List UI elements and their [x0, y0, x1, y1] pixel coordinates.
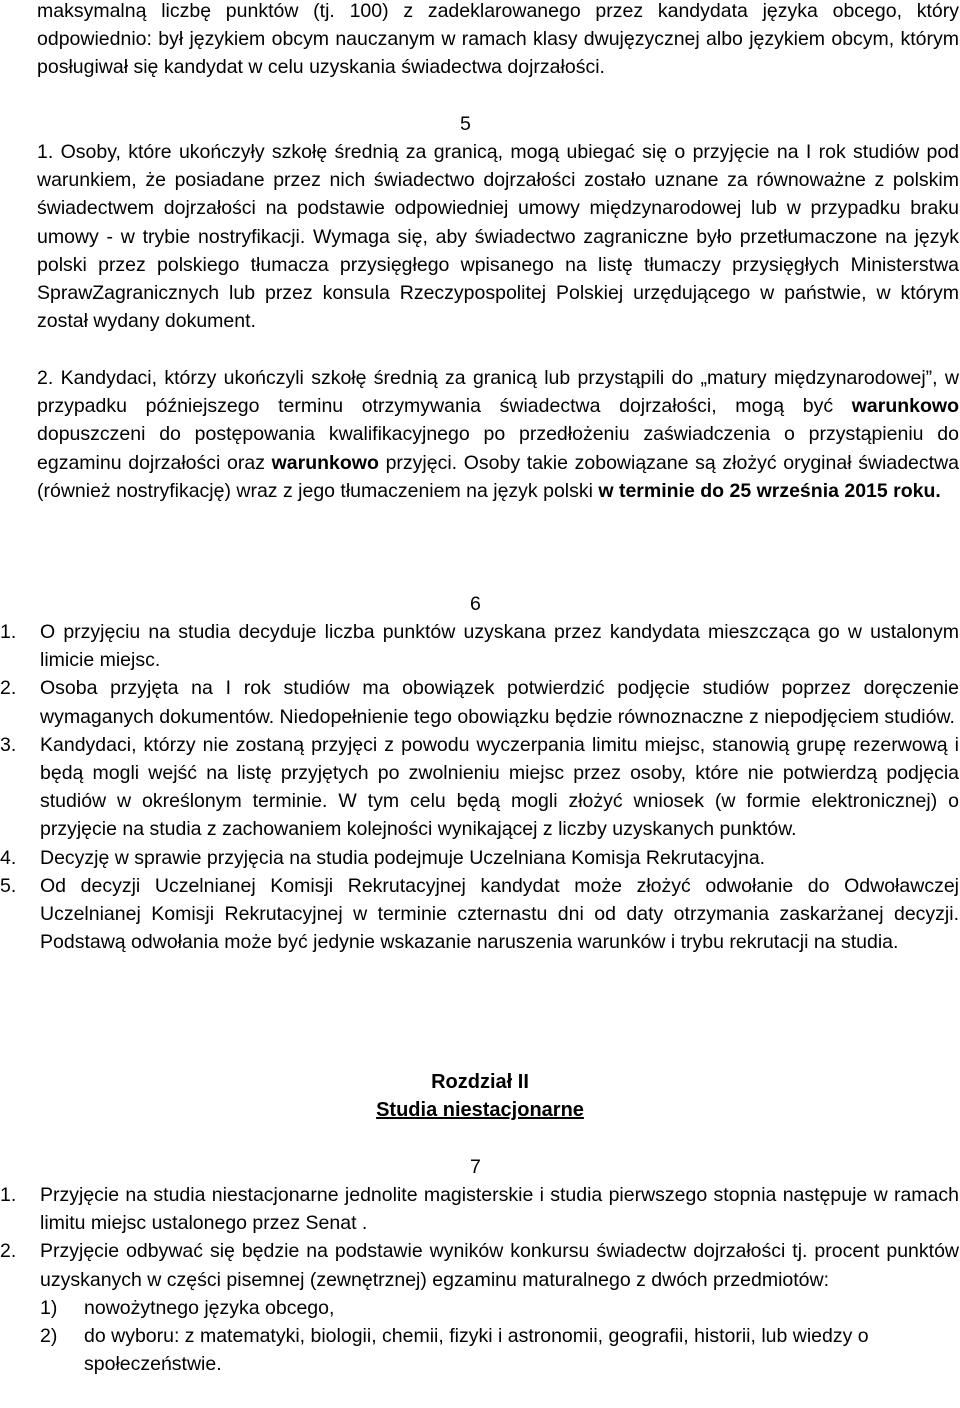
item-number: 1. — [0, 621, 17, 643]
item-bold-deadline: w terminie do 25 września 2015 roku. — [598, 479, 941, 502]
item-number: 4. — [0, 846, 17, 869]
list-item — [0, 872, 959, 957]
item-number: 1. — [37, 141, 54, 163]
section-6-list — [0, 618, 959, 956]
item-number: 2. — [0, 1240, 17, 1263]
section-5-heading — [460, 110, 520, 138]
list-item — [0, 674, 959, 730]
item-text: Osoby, które ukończyły szkołę średnią za granicą, mogą ubiegać się o przyjęcie na I rok studiów pod warunkiem, że posiadane przez nich świadectwo dojrzałości zostało uznane za równoważne z polskim świadectwem dojrzałości na podstawie odpowiedniej umowy międzynarodowej lub w przypadku braku umowy - w trybie nostryfikacji. Wymaga się, aby świadectwo zagraniczne było przetłumaczone na język polski przez polskiego tłumacza przysięgłego wpisanego na listę tłumaczy przysięgłych Ministerstwa SprawZagranicznych lub przez konsula Rzeczypospolitej Polskiej urzędującego w państwie, w którym został wydany dokument. — [37, 141, 960, 333]
item-text: Osoba przyjęta na I rok studiów ma obowiązek potwierdzić podjęcie studiów poprzez doręczenie wymaganych dokumentów. Niedopełnienie tego obowiązku będzie równoznaczne z niepodjęciem studiów. — [40, 677, 959, 728]
intro-paragraph — [37, 0, 959, 82]
item-bold-conditionally-2: warunkowo — [271, 451, 379, 474]
sub-item-number: 2) — [40, 1325, 58, 1348]
section-6-heading — [470, 590, 530, 618]
item-text-part-b: dopuszczeni do postępowania kwalifikacyjnego po przedłożeniu zaświadczenia o przystąpieniu do egzaminu dojrzałości oraz — [37, 423, 959, 474]
section-7-list — [0, 1181, 959, 1378]
sub-item-number: 1) — [40, 1296, 58, 1319]
item-text: Kandydaci, którzy nie zostaną przyjęci z powodu wyczerpania limitu miejsc, stanowią grupę rezerwową i będą mogli wejść na listę przyjętych po zwolnieniu miejsc przez osoby, które nie potwierdzą podjęcia studiów w określonym terminie. W tym celu będą mogli złożyć wniosek (w formie elektronicznej) o przyjęcie na studia z zachowaniem kolejności wynikającej z liczby uzyskanych punktów. — [40, 733, 959, 841]
item-text: Decyzję w sprawie przyjęcia na studia podejmuje Uczelniana Komisja Rekrutacyjna. — [40, 846, 766, 869]
item-number: 5. — [0, 874, 17, 897]
sub-list-item — [40, 1294, 959, 1322]
chapter-subtitle: Studia niestacjonarne — [376, 1099, 584, 1121]
sub-list — [0, 1294, 959, 1379]
item-text-part-c: przyjęci. Osoby takie zobowiązane są złożyć oryginał świadectwa (również nostryfikację) wraz z jego tłumaczeniem na język polski — [37, 451, 959, 502]
sub-list-item — [40, 1322, 959, 1378]
list-item — [0, 844, 959, 872]
section-7-heading — [470, 1153, 530, 1181]
list-item — [0, 618, 959, 674]
item-number: 2. — [37, 367, 54, 389]
section-5-item-2 — [37, 364, 959, 505]
item-bold-conditionally-1: warunkowo — [851, 395, 959, 418]
item-text: Przyjęcie na studia niestacjonarne jednolite magisterskie i studia pierwszego stopnia następuje w ramach limitu miejsc ustalonego przez Senat . — [40, 1184, 959, 1235]
item-text: O przyjęciu na studia decyduje liczba punktów uzyskana przez kandydata mieszcząca go w ustalonym limicie miejsc. — [40, 621, 959, 672]
section-6-number: 6 — [470, 593, 481, 615]
section-5-item-1 — [37, 138, 959, 335]
item-text: Przyjęcie odbywać się będzie na podstawie wyników konkursu świadectw dojrzałości tj. procent punktów uzyskanych w części pisemnej (zewnętrznej) egzaminu maturalnego z dwóch przedmiotów: — [40, 1240, 959, 1291]
list-item — [0, 1181, 959, 1237]
chapter-title: Rozdział II — [431, 1071, 529, 1093]
section-7-number: 7 — [470, 1156, 481, 1178]
section-5-number: 5 — [460, 113, 471, 135]
sub-item-text: do wyboru: z matematyki, biologii, chemii, fizyki i astronomii, geografii, historii, lub wiedzy o społeczeństwie. — [84, 1325, 869, 1376]
list-item — [0, 731, 959, 844]
intro-text: maksymalną liczbę punktów (tj. 100) z zadeklarowanego przez kandydata języka obcego, który odpowiednio: był językiem obcym nauczanym w ramach klasy dwujęzycznej albo językiem obcym, którym posługiwał się kandydat w celu uzyskania świadectwa dojrzałości. — [37, 0, 959, 79]
item-number: 3. — [0, 733, 17, 756]
item-text-part-a: Kandydaci, którzy ukończyli szkołę średnią za granicą lub przystąpili do „matury międzynarodowej”, w przypadku późniejszego terminu otrzymywania świadectwa dojrzałości, mogą być — [37, 367, 959, 418]
sub-item-text: nowożytnego języka obcego, — [84, 1296, 335, 1319]
list-item — [0, 1237, 959, 1293]
item-text: Od decyzji Uczelnianej Komisji Rekrutacyjnej kandydat może złożyć odwołanie do Odwoławczej Uczelnianej Komisji Rekrutacyjnej w terminie czternastu dni od daty otrzymania zaskarżanej decyzji. Podstawą odwołania może być jedynie wskazanie naruszenia warunków i trybu rekrutacji na studia. — [40, 874, 959, 954]
item-number: 1. — [0, 1184, 17, 1206]
item-number: 2. — [0, 677, 17, 700]
